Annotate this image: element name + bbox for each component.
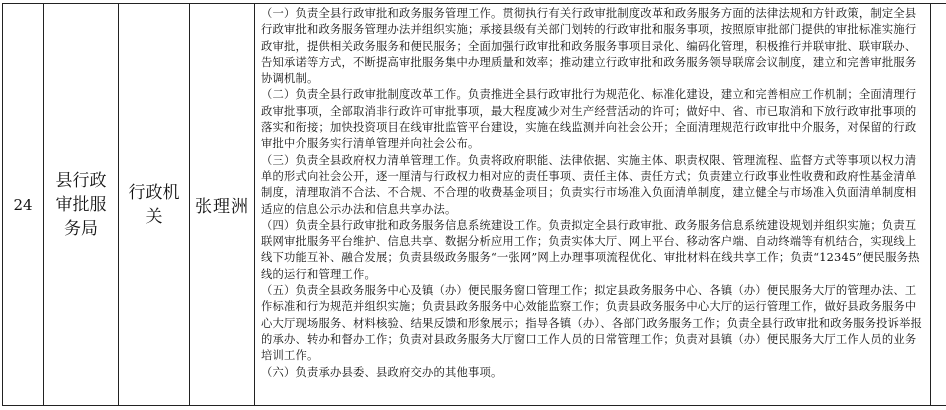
- table-row: [3, 4, 946, 406]
- duty-item-1: （一）负责全县行政审批和政务服务管理工作。贯彻执行有关行政审批制度改革和政务服务方面的法律法规和方针政策，制定全县行政审批和政务服务管理办法并组织实施；承接县级有关部门划转的行政审批和服务事项，按照原审批部门提供的审批标准实施行政审批，提供相关政务服务和便民服务；全面加强行政审批和政务服务事项目录化、编码化管理，积极推行并联审批、联审联办、告知承诺等方式，不断提高审批服务集中办理质量和效率；推动建立行政审批和政务服务领导联席会议制度，建立和完善审批服务协调机制。: [261, 7, 917, 86]
- duties-table: [2, 3, 946, 406]
- row-number: 24: [3, 4, 44, 406]
- department-name: 县行政审批服务局: [44, 4, 119, 406]
- duty-item-6: （六）负责承办县委、县政府交办的其他事项。: [261, 365, 503, 379]
- duty-item-5: （五）负责全县政务服务中心及镇（办）便民服务窗口管理工作；拟定县政务服务中心、各镇（办）便民服务大厅的管理办法、工作标准和行为规范并组织实施；负责县政务服务中心效能监察工作；负责县政务服务中心大厅的运行管理工作，做好县政务服务中心大厅现场服务、材料核验、结果反馈和形象展示；指导各镇（办）、各部门政务服务工作；负责全县行政审批和政务服务投诉举报的承办、转办和督办工作；负责对县政务服务大厅窗口工作人员的日常管理工作；负责对县镇（办）便民服务大厅工作人员的业务培训工作。: [261, 284, 923, 363]
- department-category: 行政机关: [119, 4, 190, 406]
- empty-cell: [931, 4, 946, 406]
- duty-item-3: （三）负责全县政府权力清单管理工作。负责将政府职能、法律依据、实施主体、职责权限、管理流程、监督方式等事项以权力清单的形式向社会公开，逐一厘清与行政权力相对应的责任事项、责任主体、责任方式；负责建立行政事业性收费和政府性基金清单制度，清理取消不合法、不合规、不合理的收费基金项目；负责实行市场准入负面清单制度，建立健全与市场准入负面清单制度相适应的信息公示办法和信息共享办法。: [261, 153, 917, 216]
- duty-item-2: （二）负责全县行政审批制度改革工作。负责推进全县行政审批行为规范化、标准化建设，建立和完善相应工作机制；全面清理行政审批事项，全部取消非行政许可审批事项，最大程度减少对生产经营活动的许可；做好中、省、市已取消和下放行政审批事项的落实和衔接；加快投资项目在线审批监管平台建设，实施在线监测并向社会公开；全面清理规范行政审批中介服务，对保留的行政审批中介服务实行清单管理并向社会公布。: [261, 88, 917, 151]
- duties-cell: [255, 4, 931, 406]
- department-head: 张理洲: [190, 4, 255, 406]
- duty-item-4: （四）负责全县行政审批和政务服务信息系统建设工作。负责拟定全县行政审批、政务服务信息系统建设规划并组织实施；负责互联网审批服务平台维护、信息共享、数据分析应用工作；负责实体大厅、网上平台、移动客户端、自动终端等有机结合，实现线上线下功能互补、融合发展；负责县级政务服务“一张网”网上办理事项流程优化、审批材料在线共享工作；负责“12345”便民服务热线的运行和管理工作。: [261, 218, 920, 281]
